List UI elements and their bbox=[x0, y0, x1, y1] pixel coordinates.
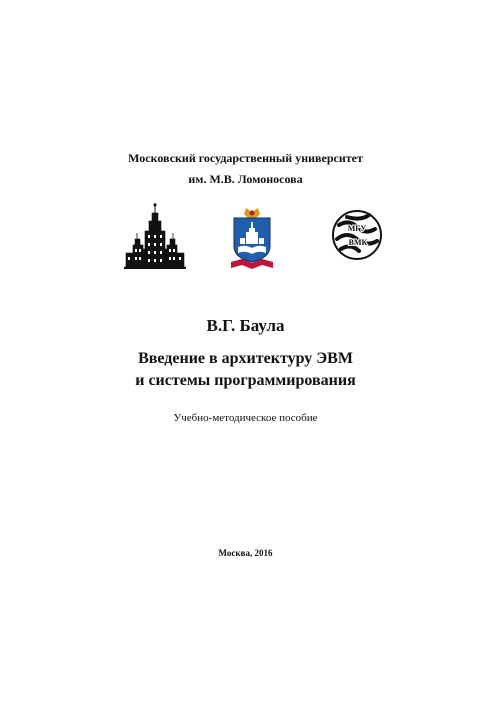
book-title-line1: Введение в архитектуру ЭВМ bbox=[138, 350, 353, 367]
book-title-line2: и системы программирования bbox=[135, 372, 356, 389]
msu-building-icon bbox=[124, 203, 186, 269]
vmk-text-bottom: ВМК bbox=[348, 238, 368, 247]
publication-city-year: Москва, 2016 bbox=[218, 548, 273, 558]
msu-crest-icon bbox=[228, 206, 276, 270]
book-subtitle: Учебно-методическое пособие bbox=[173, 412, 318, 424]
book-author: В.Г. Баула bbox=[206, 316, 285, 335]
university-honorific: им. М.В. Ломоносова bbox=[188, 172, 303, 186]
vmk-emblem-icon bbox=[331, 209, 383, 261]
university-name: Московский государственный университет bbox=[128, 151, 363, 165]
vmk-text-top: МГУ bbox=[347, 224, 367, 233]
